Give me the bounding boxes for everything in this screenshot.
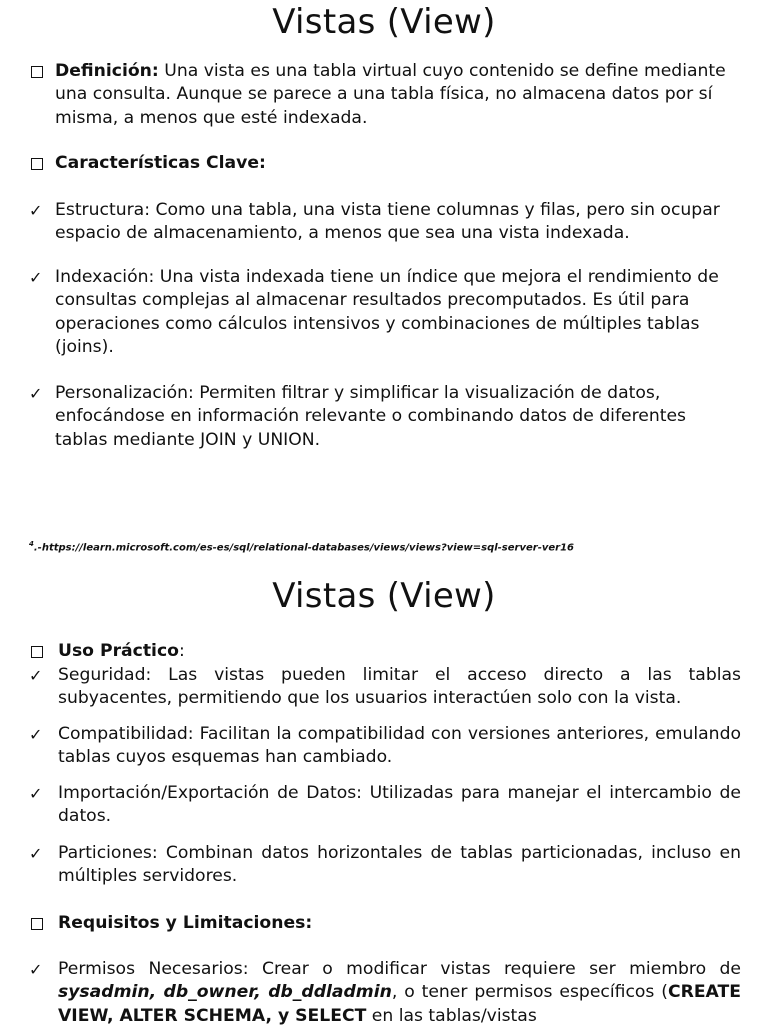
check-icon: ✓: [29, 201, 43, 220]
list-item: [29, 958, 741, 1028]
check-icon: ✓: [29, 384, 43, 403]
check-icon: ✓: [29, 268, 43, 287]
checkbox-square-icon: [31, 918, 43, 930]
list-item-text: Importación/Exportación de Datos: Utilizadas para manejar el intercambio de datos.: [58, 783, 741, 827]
permisos-pre: Permisos Necesarios: Crear o modificar vistas requiere ser miembro de: [58, 959, 741, 979]
list-item-text: Estructura: Como una tabla, una vista tiene columnas y filas, pero sin ocupar espacio de almacenamiento, a menos que sea una vista indexada.: [55, 200, 720, 244]
check-icon: ✓: [29, 784, 43, 803]
footnote-number: 4: [29, 540, 34, 548]
uso-colon: :: [178, 641, 185, 661]
list-item-text: Indexación: Una vista indexada tiene un índice que mejora el rendimiento de consultas complejas al almacenar resultados precomputados. Es útil para operaciones como cálculos intensivos y combinaciones de múltiples tablas (joins).: [55, 267, 719, 358]
list-item: [29, 782, 741, 829]
permisos-post: en las tablas/vistas: [366, 1005, 537, 1026]
list-item: [29, 199, 741, 246]
list-item-text: Compatibilidad: Facilitan la compatibilidad con versiones anteriores, emulando tablas cuyos esquemas han cambiado.: [58, 724, 741, 768]
check-icon: ✓: [29, 960, 43, 979]
list-item: [29, 266, 741, 360]
list-item: [29, 664, 741, 711]
list-item-text: Personalización: Permiten filtrar y simplificar la visualización de datos, enfocándose en información relevante o combinando datos de diferentes tablas mediante JOIN y UNION.: [55, 383, 686, 450]
permisos-paragraph: [58, 958, 741, 1028]
checkbox-square-icon: [31, 158, 43, 170]
check-icon: ✓: [29, 844, 43, 863]
caracteristicas-heading: [29, 152, 741, 175]
list-item: [29, 723, 741, 770]
check-icon: ✓: [29, 725, 43, 744]
permisos-cmds: CREATE VIEW, ALTER SCHEMA, y SELECT: [58, 982, 741, 1026]
checkbox-square-icon: [31, 66, 43, 78]
footnote-text: .-https://learn.microsoft.com/es-es/sql/relational-databases/views/views?view=sql-server-ver16: [33, 542, 575, 554]
list-item: [29, 842, 741, 889]
list-item-text: Particiones: Combinan datos horizontales de tablas particionadas, incluso en múltiples servidores.: [58, 843, 741, 887]
uso-practico-heading: [29, 640, 741, 663]
caracteristicas-label: Características Clave:: [55, 153, 266, 173]
slide-2: [0, 568, 768, 1024]
list-item-text: Seguridad: Las vistas pueden limitar el acceso directo a las tablas subyacentes, permitiendo que los usuarios interactúen solo con la vista.: [58, 665, 741, 709]
definicion-paragraph: [55, 60, 741, 130]
definicion-text: Una vista es una tabla virtual cuyo contenido se define mediante una consulta. Aunque se parece a una tabla física, no almacena datos por sí misma, a menos que esté indexada.: [55, 61, 726, 128]
uso-label: Uso Práctico: [58, 641, 179, 661]
slide-2-title: Vistas (View): [272, 576, 496, 616]
list-item: [29, 382, 741, 452]
permisos-roles: sysadmin, db_owner, db_ddladmin: [58, 982, 392, 1003]
requisitos-label: Requisitos y Limitaciones:: [58, 913, 313, 933]
definicion-item: [29, 60, 741, 130]
requisitos-heading: [29, 912, 741, 935]
footnote: [29, 540, 574, 553]
checkbox-square-icon: [31, 646, 43, 658]
check-icon: ✓: [29, 666, 43, 685]
permisos-mid: , o tener permisos específicos (: [391, 982, 668, 1003]
slide-1-title: Vistas (View): [272, 2, 496, 42]
definicion-label: Definición:: [55, 61, 159, 81]
